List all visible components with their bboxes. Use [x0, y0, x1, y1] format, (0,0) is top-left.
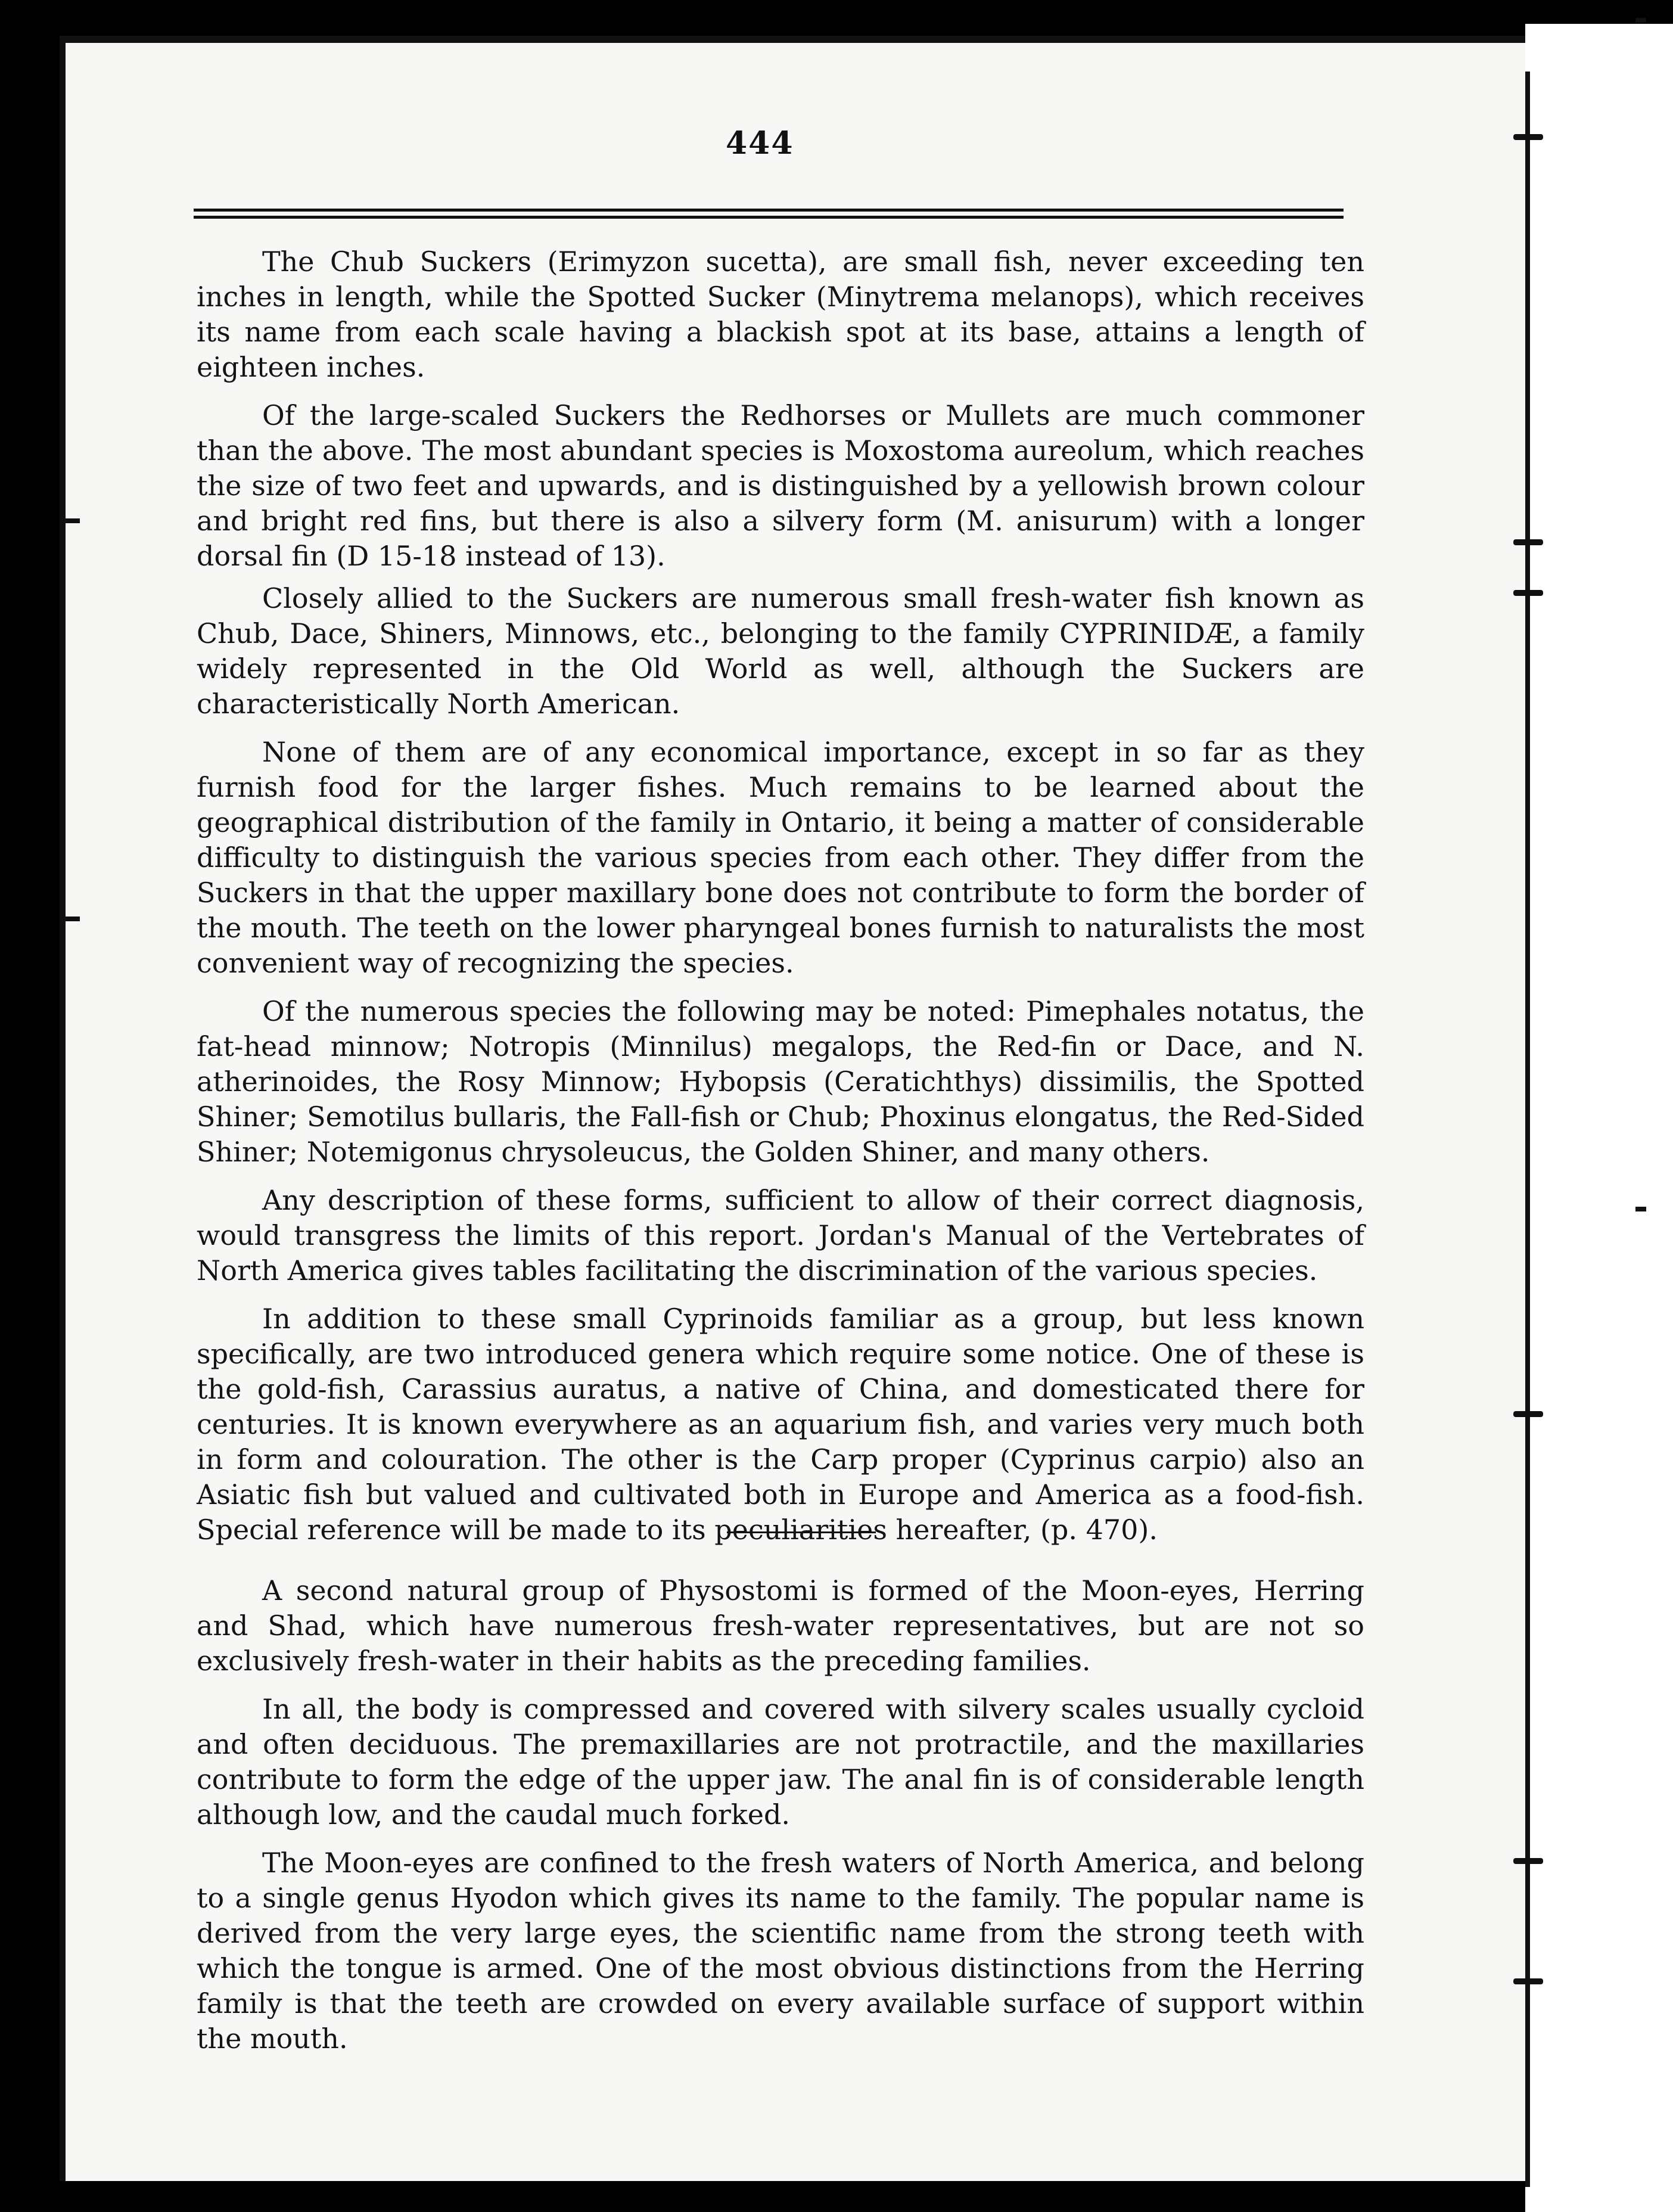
paragraph: The Chub Suckers (Erimyzon sucetta), are small fish, never exceeding ten inches in length, while the Spotted Sucker (Minytrema melanops), which receives its name from each scale having a blackish spot at its base, attains a length of eighteen inches. [197, 246, 1364, 383]
paragraph: Of the numerous species the following may be noted: Pimephales notatus, the fat-head minnow; Notropis (Minnilus) megalops, the Red-fin or Dace, and N. atherinoides, the Rosy Minnow; Hybopsis (Ceratichthys) dissimilis, the Spotted Shiner; Semotilus bullaris, the Fall-fish or Chub; Phoxinus elongatus, the Red-Sided Shiner; Notemigonus chrysoleucus, the Golden Shiner, and many others. [197, 995, 1364, 1168]
paragraph: In addition to these small Cyprinoids familiar as a group, but less known specifically, are two introduced genera which require some notice. One of these is the gold-fish, Carassius auratus, a native of China, and domesticated there for centuries. It is known everywhere as an aquarium fish, and varies very much both in form and colouration. The other is the Carp proper (Cyprinus carpio) also an Asiatic fish but valued and cultivated both in Europe and America as a food-fish. Special reference will be made to its peculiarities hereafter, (p. 470). [197, 1303, 1364, 1546]
paragraph: A second natural group of Physostomi is formed of the Moon-eyes, Herring and Shad, which have numerous fresh-water representatives, but are not so exclusively fresh-water in their habits as the preceding families. [197, 1574, 1364, 1677]
binding-stitch [1513, 134, 1543, 140]
margin-mark [64, 518, 80, 523]
header-rule [194, 209, 1344, 212]
page-edge [1525, 24, 1673, 2212]
text-block-suckers [197, 244, 1364, 587]
paragraph: Of the large-scaled Suckers the Redhorses or Mullets are much commoner than the above. The most abundant species is Moxostoma aureolum, which reaches the size of two feet and upwards, and is distinguished by a yellowish brown colour and bright red fins, but there is also a silvery form (M. anisurum) with a longer dorsal fin (D 15-18 instead of 13). [197, 399, 1364, 572]
binding-stitch [1513, 590, 1543, 596]
binding-stitch [1513, 1411, 1543, 1417]
header-rule [194, 216, 1344, 219]
paragraph: In all, the body is compressed and covered with silvery scales usually cycloid and often deciduous. The premaxillaries are not protractile, and the maxillaries contribute to form the edge of the upper jaw. The anal fin is of considerable length although low, and the caudal much forked. [197, 1693, 1364, 1831]
text-block-cyprinidae [197, 581, 1364, 1561]
binding-thread [1525, 72, 1530, 2187]
section-separator [727, 1531, 876, 1533]
binding-stitch [1513, 1978, 1543, 1984]
margin-mark [1635, 1207, 1646, 1211]
paragraph: Closely allied to the Suckers are numerous small fresh-water fish known as Chub, Dace, Shiners, Minnows, etc., belonging to the family CYPRINIDÆ, a family widely represented in the Old World as well, although the Suckers are characteristically North American. [197, 582, 1364, 720]
binding-stitch [1513, 539, 1543, 545]
text-block-physostomi [197, 1573, 1364, 2070]
paragraph: The Moon-eyes are confined to the fresh waters of North America, and belong to a single genus Hyodon which gives its name to the family. The popular name is derived from the very large eyes, the scientific name from the strong teeth with which the tongue is armed. One of the most obvious distinctions from the Herring family is that the teeth are crowded on every available surface of support within the mouth. [197, 1847, 1364, 2055]
margin-mark [64, 917, 80, 921]
binding-stitch [1513, 1858, 1543, 1864]
paragraph: Any description of these forms, sufficient to allow of their correct diagnosis, would transgress the limits of this report. Jordan's Manual of the Vertebrates of North America gives tables facilitating the discrimination of the various species. [197, 1184, 1364, 1287]
page-number: 444 [726, 125, 794, 161]
margin-mark [1635, 18, 1646, 23]
paragraph: None of them are of any economical importance, except in so far as they furnish food for the larger fishes. Much remains to be learned about the geographical distribution of the family in Ontario, it being a matter of considerable difficulty to distinguish the various species from each other. They differ from the Suckers in that the upper maxillary bone does not contribute to form the border of the mouth. The teeth on the lower pharyngeal bones furnish to naturalists the most convenient way of recognizing the species. [197, 736, 1364, 979]
